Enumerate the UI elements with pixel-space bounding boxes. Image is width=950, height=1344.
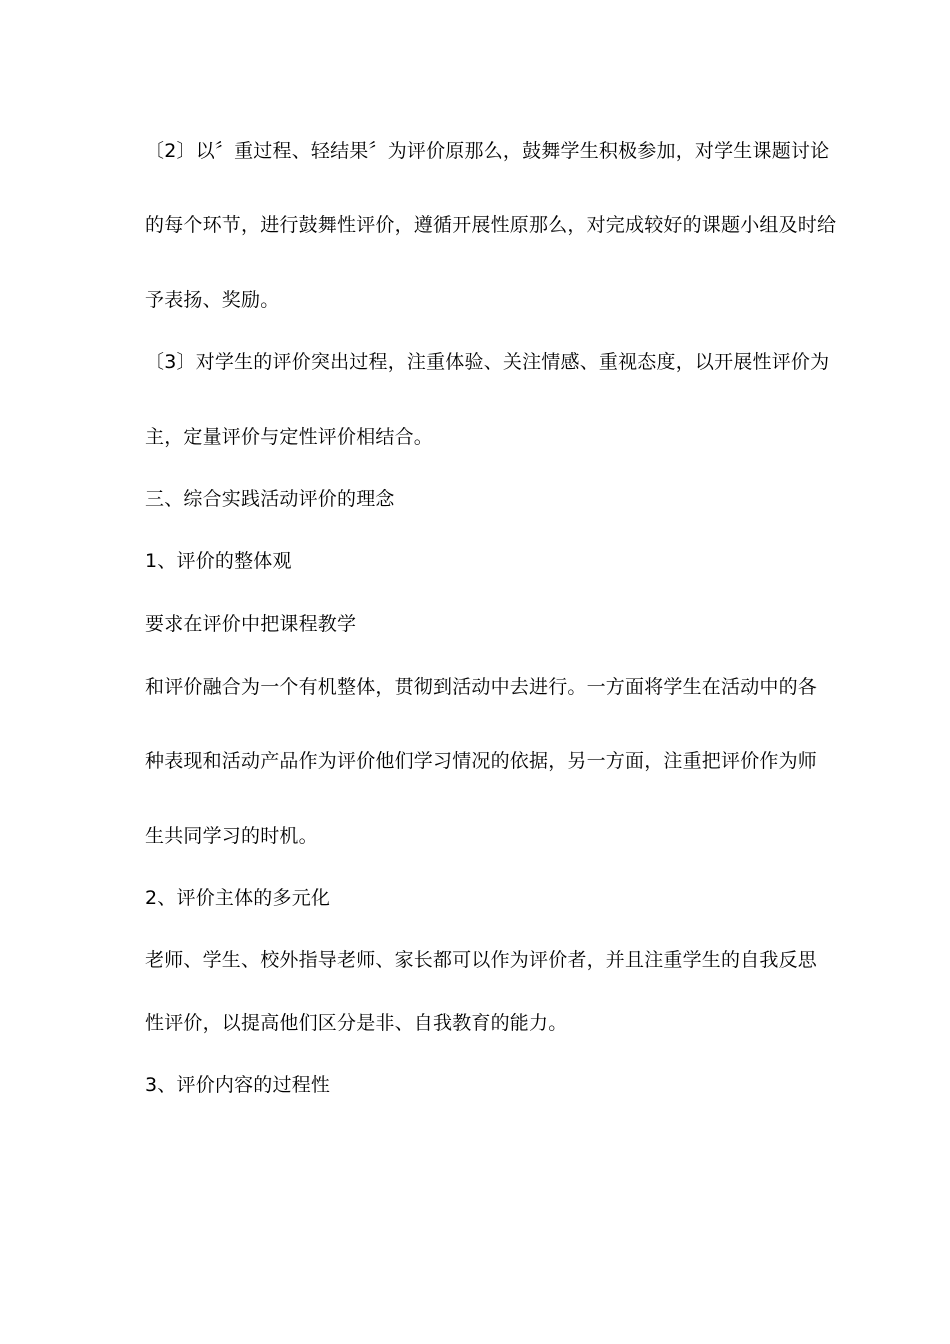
subheading-2: 2、评价主体的多元化 bbox=[145, 887, 331, 909]
paragraph-line-8: 种表现和活动产品作为评价他们学习情况的依据，另一方面，注重把评价作为师 bbox=[145, 750, 818, 772]
paragraph-line-6: 要求在评价中把课程教学 bbox=[145, 613, 357, 635]
paragraph-line-5: 主，定量评价与定性评价相结合。 bbox=[145, 426, 434, 448]
section-heading-3: 三、综合实践活动评价的理念 bbox=[145, 488, 395, 510]
paragraph-line-9: 生共同学习的时机。 bbox=[145, 825, 318, 847]
paragraph-line-1: 〔2〕以〞重过程、轻结果〞为评价原那么，鼓舞学生积极参加，对学生课题讨论 bbox=[145, 140, 830, 162]
paragraph-line-11: 性评价，以提高他们区分是非、自我教育的能力。 bbox=[145, 1012, 568, 1034]
paragraph-line-3: 予表扬、奖励。 bbox=[145, 289, 280, 311]
paragraph-line-7: 和评价融合为一个有机整体，贯彻到活动中去进行。一方面将学生在活动中的各 bbox=[145, 676, 818, 698]
subheading-3: 3、评价内容的过程性 bbox=[145, 1074, 331, 1096]
paragraph-line-2: 的每个环节，进行鼓舞性评价，遵循开展性原那么，对完成较好的课题小组及时给 bbox=[145, 214, 837, 236]
paragraph-line-4: 〔3〕对学生的评价突出过程，注重体验、关注情感、重视态度，以开展性评价为 bbox=[145, 351, 830, 373]
subheading-1: 1、评价的整体观 bbox=[145, 550, 292, 572]
paragraph-line-10: 老师、学生、校外指导老师、家长都可以作为评价者，并且注重学生的自我反思 bbox=[145, 949, 818, 971]
